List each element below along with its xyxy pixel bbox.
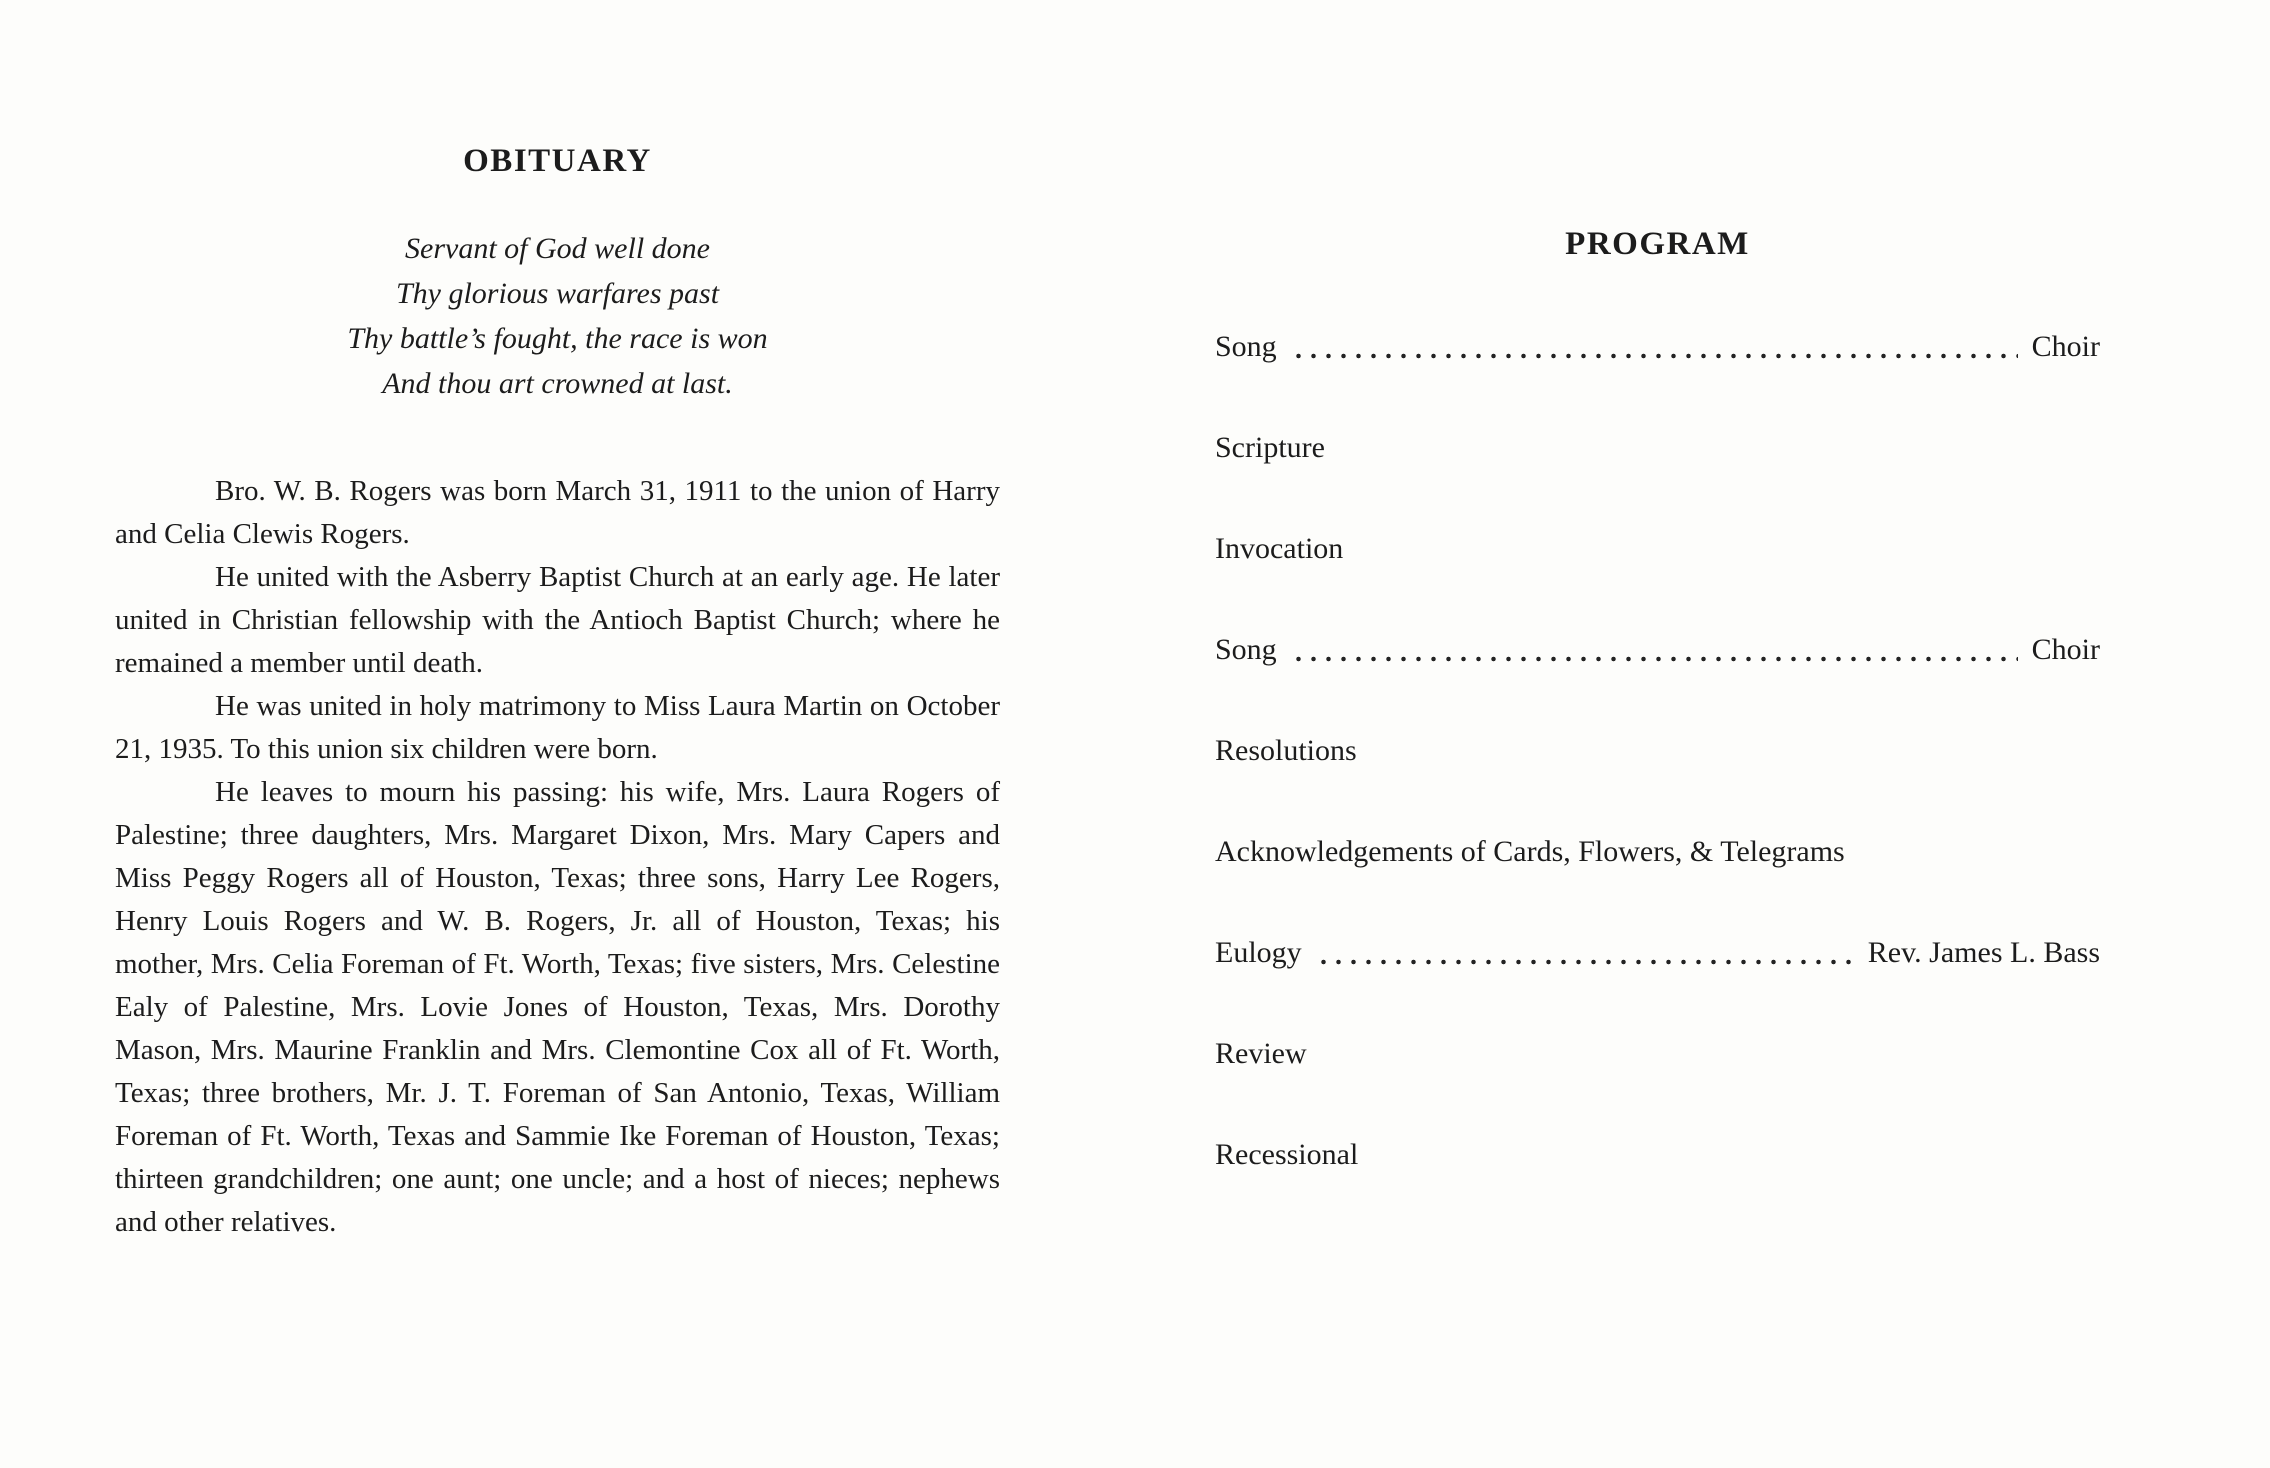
program-item-invocation	[1215, 527, 2100, 571]
obituary-body	[115, 470, 1000, 1244]
obituary-paragraph: He united with the Asberry Baptist Church at an early age. He later united in Christian fellowship with the Antioch Baptist Church; where he remained a member until death.	[115, 561, 1000, 679]
program-list	[1215, 325, 2100, 1177]
program-item-label: Song	[1215, 633, 1277, 666]
poem-line: Thy battle’s fought, the race is won	[347, 322, 768, 355]
obituary-paragraph: He leaves to mourn his passing: his wife, Mrs. Laura Rogers of Palestine; three daughters, Mrs. Margaret Dixon, Mrs. Mary Capers and Miss Peggy Rogers all of Houston, Texas; three sons, Harry Lee Rogers, Henry Louis Rogers and W. B. Rogers, Jr. all of Houston, Texas; his mother, Mrs. Celia Foreman of Ft. Worth, Texas; five sisters, Mrs. Celestine Ealy of Palestine, Mrs. Lovie Jones of Houston, Texas, Mrs. Dorothy Mason, Mrs. Maurine Franklin and Mrs. Clemontine Cox all of Ft. Worth, Texas; three brothers, Mr. J. T. Foreman of San Antonio, Texas, William Foreman of Ft. Worth, Texas and Sammie Ike Foreman of Houston, Texas; thirteen grandchildren; one aunt; one uncle; and a host of nieces; nephews and other relatives.	[115, 776, 1000, 1238]
program-item-label: Resolutions	[1215, 734, 1357, 767]
program-item-acknowledgements	[1215, 830, 2100, 874]
program-item-label: Acknowledgements of Cards, Flowers, & Telegrams	[1215, 835, 1845, 868]
program-item-label: Song	[1215, 330, 1277, 363]
dotted-leader	[1316, 959, 1854, 965]
poem-line: Thy glorious warfares past	[395, 277, 720, 310]
obituary-paragraph: Bro. W. B. Rogers was born March 31, 1911 to the union of Harry and Celia Clewis Rogers.	[115, 475, 1000, 550]
program-item-label: Review	[1215, 1037, 1307, 1070]
dotted-leader	[1291, 353, 2018, 359]
program-heading: PROGRAM	[1565, 226, 1750, 262]
obituary-page	[115, 0, 1000, 1244]
program-item-label: Recessional	[1215, 1138, 1359, 1171]
program-item-scripture	[1215, 426, 2100, 470]
program-item-performer: Choir	[2031, 330, 2100, 363]
poem-line: And thou art crowned at last.	[382, 367, 733, 400]
program-item-eulogy	[1215, 931, 2100, 975]
memorial-poem	[115, 226, 1000, 406]
obituary-heading: OBITUARY	[463, 143, 652, 179]
program-item-performer: Choir	[2031, 633, 2100, 666]
program-item-performer: Rev. James L. Bass	[1867, 936, 2100, 969]
dotted-leader	[1291, 656, 2018, 662]
program-item-song-1	[1215, 325, 2100, 369]
program-item-label: Invocation	[1215, 532, 1344, 565]
program-item-recessional	[1215, 1133, 2100, 1177]
obituary-paragraph: He was united in holy matrimony to Miss Laura Martin on October 21, 1935. To this union six children were born.	[115, 690, 1000, 765]
program-item-label: Scripture	[1215, 431, 1325, 464]
program-item-resolutions	[1215, 729, 2100, 773]
program-item-review	[1215, 1032, 2100, 1076]
poem-line: Servant of God well done	[405, 232, 710, 265]
program-page	[1215, 0, 2100, 1234]
program-item-song-2	[1215, 628, 2100, 672]
program-item-label: Eulogy	[1215, 936, 1302, 969]
